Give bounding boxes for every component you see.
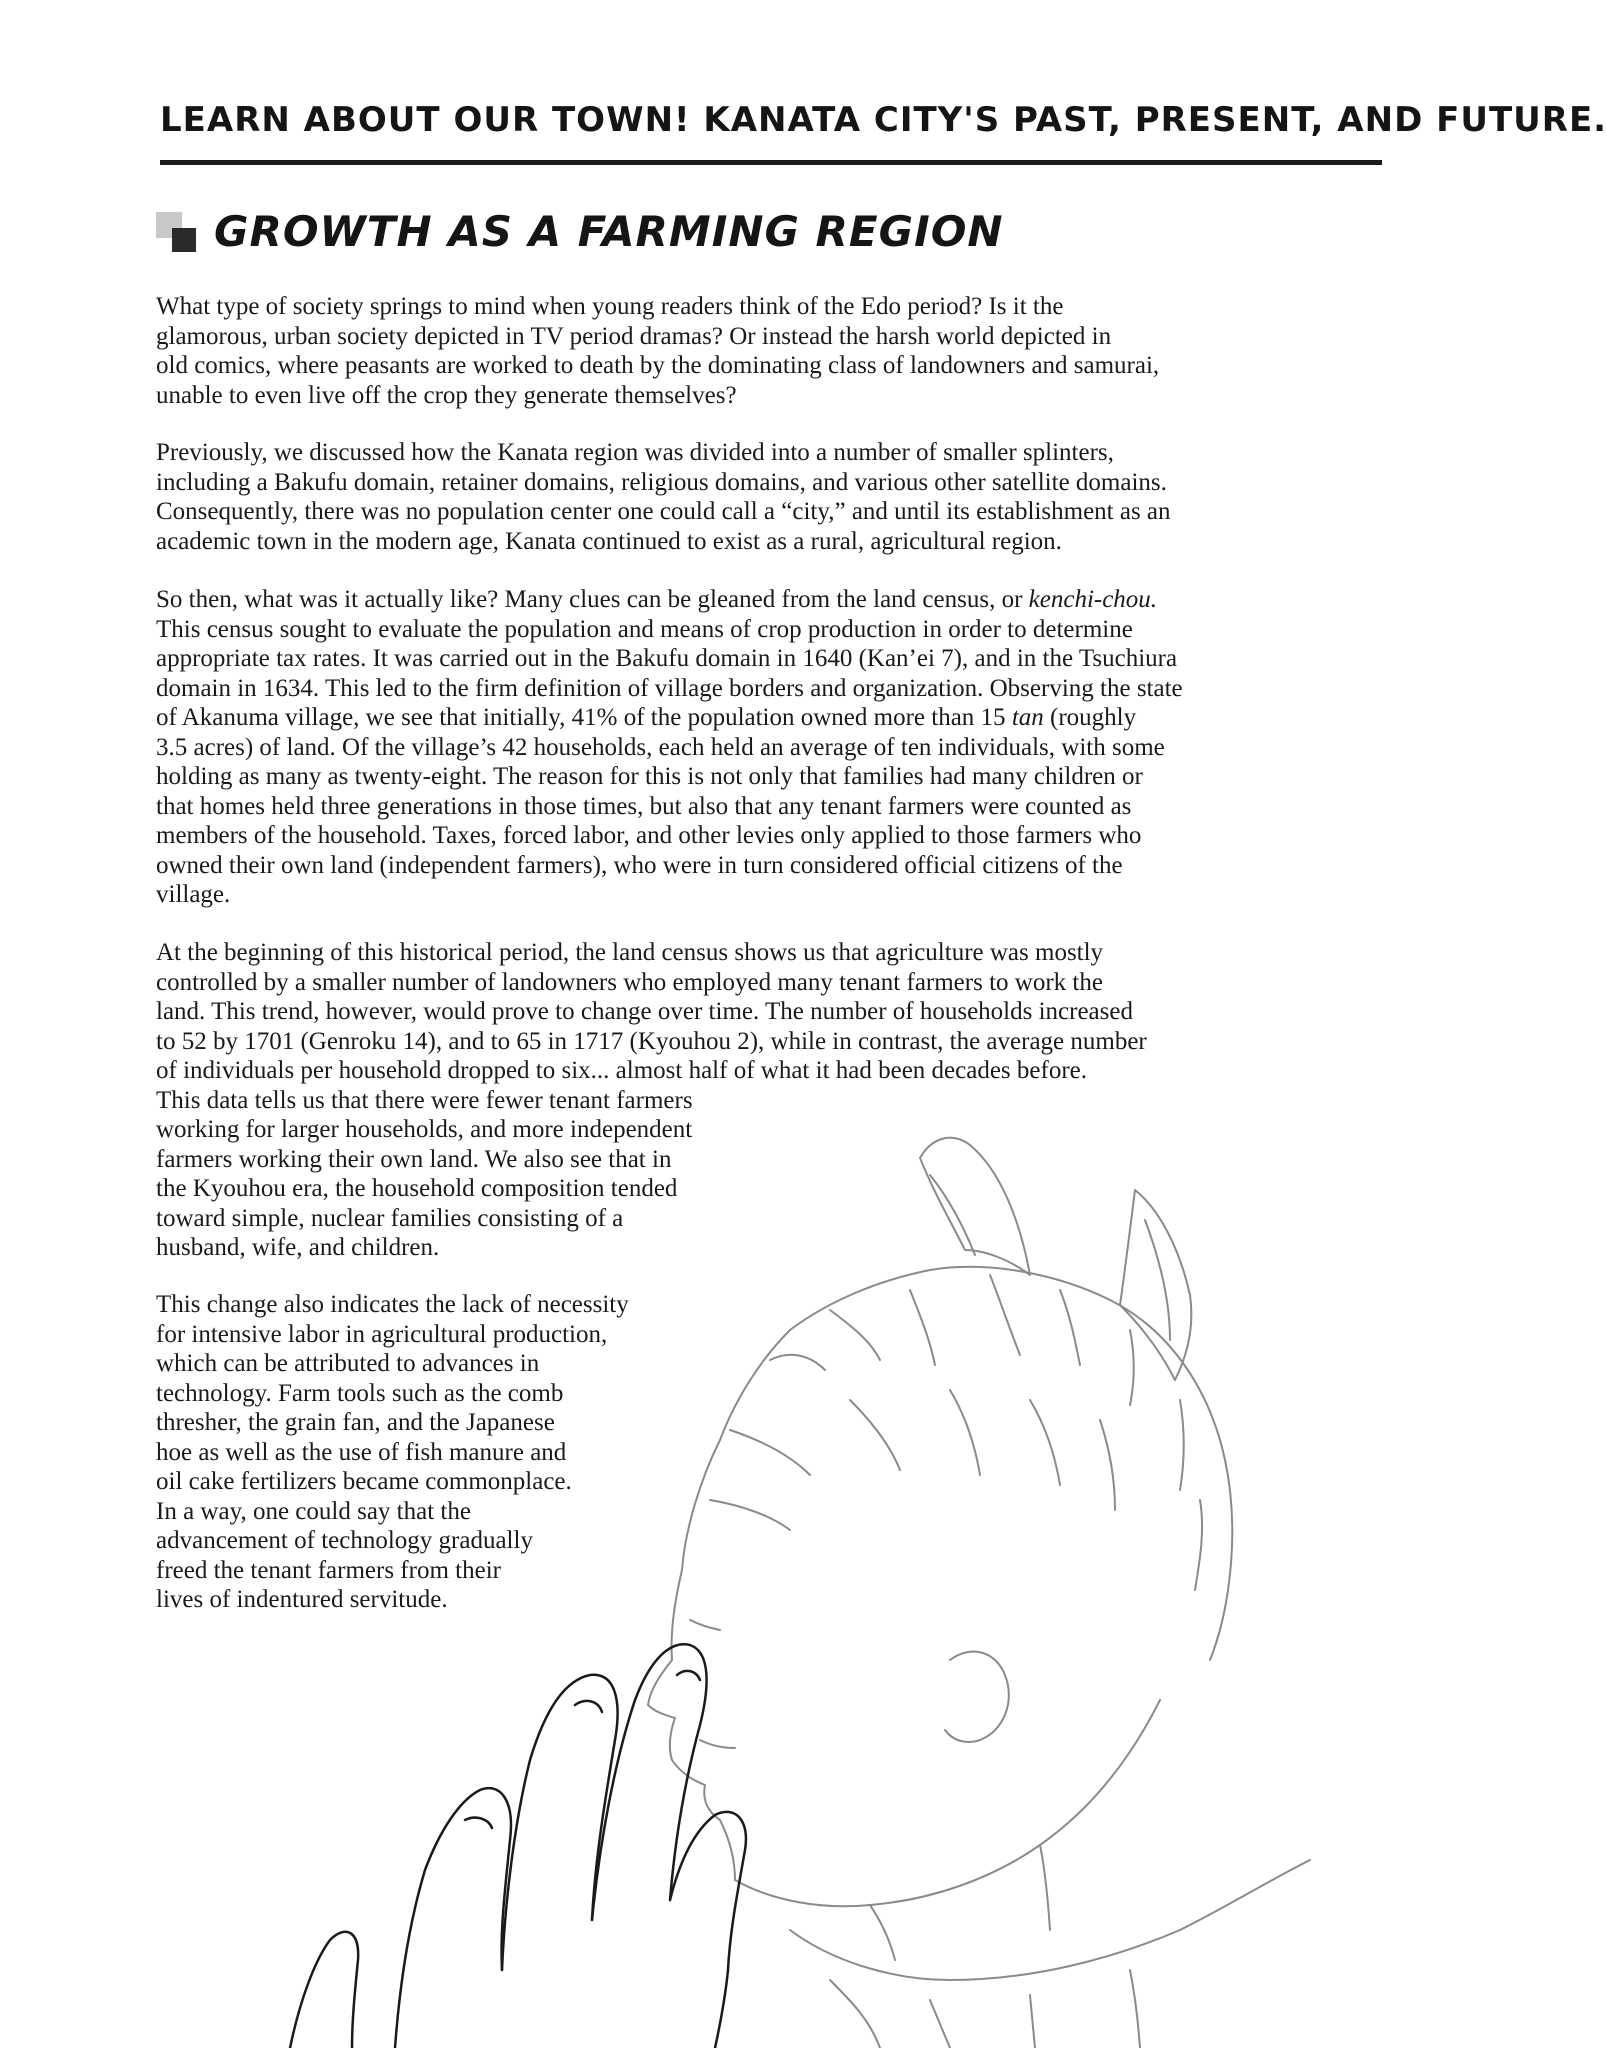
paragraph-line: land. This trend, however, would prove to change over time. The number of households increased	[156, 998, 1133, 1025]
italic-term: kenchi-chou.	[1028, 586, 1158, 613]
paragraph-line: to 52 by 1701 (Genroku 14), and to 65 in 1717 (Kyouhou 2), while in contrast, the average number	[156, 1027, 1147, 1055]
paragraph-line: for intensive labor in agricultural production,	[156, 1320, 608, 1348]
paragraph-line: owned their own land (independent farmers), who were in turn considered official citizens of the	[156, 851, 1123, 879]
paragraph-2	[156, 438, 1171, 556]
paragraph-line: the Kyouhou era, the household composition tended	[156, 1175, 678, 1202]
paragraph-line: This data tells us that there were fewer tenant farmers	[156, 1086, 693, 1114]
paragraph-line: unable to even live off the crop they generate themselves?	[156, 381, 737, 409]
paragraph-line: This change also indicates the lack of necessity	[156, 1291, 629, 1318]
section-bullet-icon	[156, 212, 200, 252]
paragraph-line: of Akanuma village, we see that initially, 41% of the population owned more than 15 tan (roughly	[156, 704, 1137, 731]
paragraph-line: farmers working their own land. We also see that in	[156, 1145, 672, 1173]
paragraph-line: of individuals per household dropped to six... almost half of what it had been decades before.	[156, 1057, 1088, 1084]
paragraph-line: What type of society springs to mind when young readers think of the Edo period? Is it the	[156, 293, 1064, 320]
paragraph-line: members of the household. Taxes, forced labor, and other levies only applied to those farmers who	[156, 822, 1142, 849]
paragraph-line: village.	[156, 881, 231, 908]
paragraph-line: glamorous, urban society depicted in TV period dramas? Or instead the harsh world depicted in	[156, 322, 1112, 350]
header-rule	[160, 160, 1382, 165]
paragraph-line: advancement of technology gradually	[156, 1527, 533, 1554]
paragraph-line: hoe as well as the use of fish manure and	[156, 1438, 567, 1466]
paragraph-line: old comics, where peasants are worked to death by the dominating class of landowners and samurai,	[156, 352, 1160, 379]
paragraph-line: that homes held three generations in those times, but also that any tenant farmers were counted as	[156, 792, 1132, 820]
paragraph-line: working for larger households, and more independent	[156, 1116, 693, 1143]
paragraph-1	[156, 292, 1159, 410]
paragraph-5	[156, 1290, 629, 1615]
paragraph-line: appropriate tax rates. It was carried out in the Bakufu domain in 1640 (Kan’ei 7), and in the Tsuchiura	[156, 645, 1178, 672]
paragraph-line: holding as many as twenty-eight. The reason for this is not only that families had many children or	[156, 763, 1143, 790]
paragraph-line: In a way, one could say that the	[156, 1497, 471, 1525]
paragraph-4	[156, 938, 1147, 1263]
paragraph-line: technology. Farm tools such as the comb	[156, 1379, 564, 1407]
paragraph-line: oil cake fertilizers became commonplace.	[156, 1468, 572, 1495]
paragraph-line: This census sought to evaluate the population and means of crop production in order to determine	[156, 615, 1133, 643]
paragraph-line: which can be attributed to advances in	[156, 1350, 540, 1377]
section-title: GROWTH AS A FARMING REGION	[214, 207, 1004, 256]
paragraph-line: academic town in the modern age, Kanata continued to exist as a rural, agricultural region.	[156, 527, 1062, 555]
italic-term: tan	[1011, 704, 1044, 731]
paragraph-line: husband, wife, and children.	[156, 1234, 440, 1261]
paragraph-line: Consequently, there was no population center one could call a “city,” and until its establishment as an	[156, 498, 1171, 525]
paragraph-line: So then, what was it actually like? Many clues can be gleaned from the land census, or kenchi-chou.	[156, 586, 1158, 613]
paragraph-line: lives of indentured servitude.	[156, 1586, 448, 1613]
paragraph-line: At the beginning of this historical period, the land census shows us that agriculture was mostly	[156, 939, 1104, 966]
paragraph-line: thresher, the grain fan, and the Japanese	[156, 1409, 555, 1436]
paragraph-line: 3.5 acres) of land. Of the village’s 42 households, each held an average of ten individuals, with some	[156, 733, 1165, 761]
paragraph-line: domain in 1634. This led to the firm definition of village borders and organization. Observing the state	[156, 674, 1183, 702]
paragraph-3	[156, 585, 1183, 910]
paragraph-line: freed the tenant farmers from their	[156, 1556, 501, 1584]
paragraph-line: controlled by a smaller number of landowners who employed many tenant farmers to work the	[156, 968, 1103, 996]
paragraph-line: Previously, we discussed how the Kanata region was divided into a number of smaller splinters,	[156, 439, 1114, 466]
paragraph-line: including a Bakufu domain, retainer domains, religious domains, and various other satellite domains.	[156, 468, 1167, 496]
paragraph-line: toward simple, nuclear families consisting of a	[156, 1204, 624, 1232]
page-header-title: LEARN ABOUT OUR TOWN! KANATA CITY'S PAST, PRESENT, AND FUTURE.	[160, 100, 1607, 140]
